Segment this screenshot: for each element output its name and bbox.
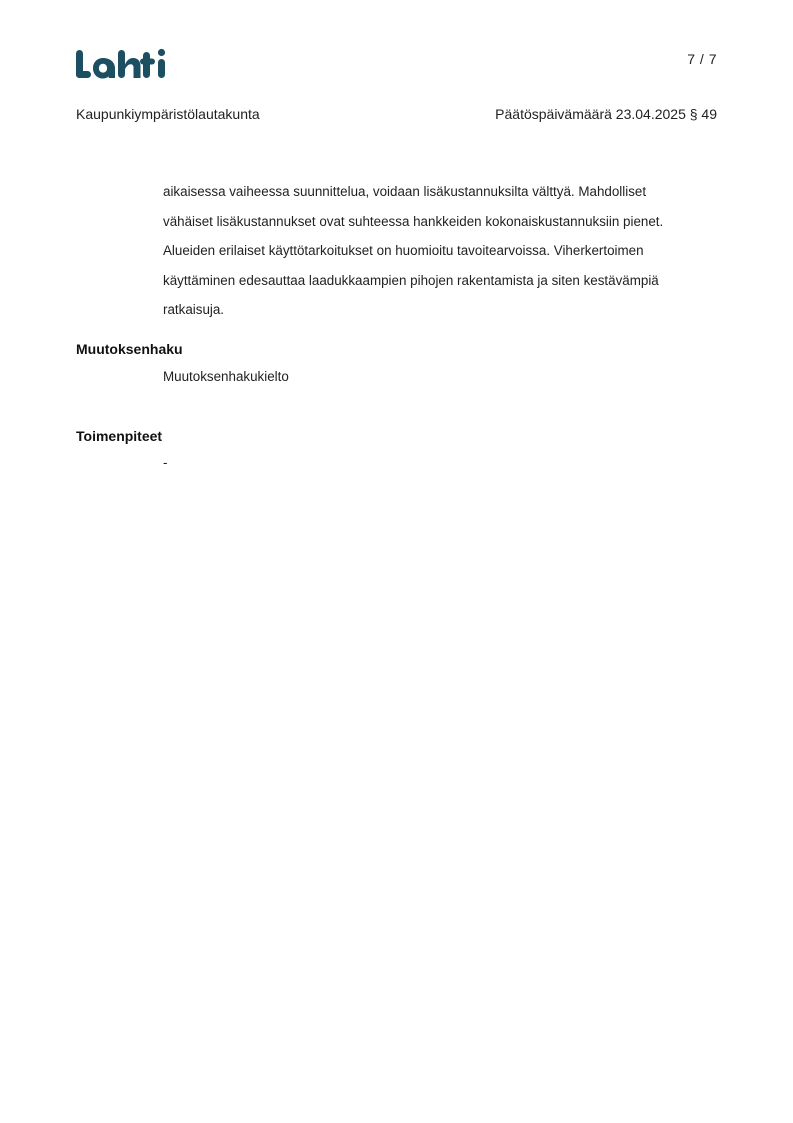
body-line: käyttäminen edesauttaa laadukkaampien pihojen rakentamista ja siten kestävämpiä: [163, 272, 659, 288]
page-number: 7 / 7: [687, 51, 717, 67]
section-content-muutoksenhaku: Muutoksenhakukielto: [163, 369, 289, 384]
document-header: [76, 106, 717, 122]
lahti-logo: [76, 46, 168, 82]
committee-name: Kaupunkiympäristölautakunta: [76, 106, 260, 122]
section-content-toimenpiteet: -: [163, 455, 168, 470]
body-line: ratkaisuja.: [163, 302, 225, 318]
body-line: aikaisessa vaiheessa suunnittelua, voidaan lisäkustannuksilta välttyä. Mahdolliset: [163, 184, 647, 199]
lahti-logo-icon: [76, 46, 168, 82]
body-line: Alueiden erilaiset käyttötarkoitukset on huomioitu tavoitearvoissa. Viherkertoimen: [163, 243, 644, 259]
section-heading-toimenpiteet: Toimenpiteet: [76, 428, 163, 444]
section-heading-muutoksenhaku: Muutoksenhaku: [76, 341, 183, 357]
body-line: vähäiset lisäkustannukset ovat suhteessa hankkeiden kokonaiskustannuksiin pienet.: [163, 213, 664, 229]
body-paragraph: [163, 177, 723, 325]
decision-date: Päätöspäivämäärä 23.04.2025 § 49: [495, 106, 717, 122]
